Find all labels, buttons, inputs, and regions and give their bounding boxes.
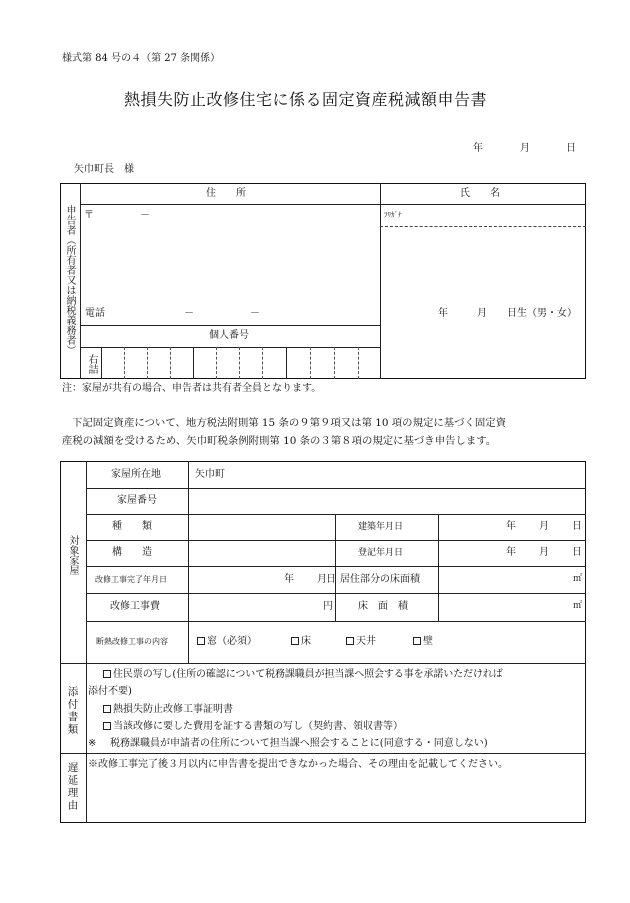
registered-day: 日 xyxy=(572,547,582,558)
attachment-item-1[interactable]: 住民票の写し(住所の確認について税務課職員が担当課へ照会する事を承諾いただければ xyxy=(103,670,503,680)
name-header: 氏 名 xyxy=(460,188,500,199)
registered-date-label: 登記年月日 xyxy=(358,548,404,558)
renovation-month: 月 xyxy=(317,574,327,585)
date-month: 月 xyxy=(520,143,530,154)
right-align-label: 右詰 xyxy=(86,354,97,374)
delay-instruction: ※改修工事完了後３月以内に申告書を提出できなかった場合、その理由を記載してください。 xyxy=(88,759,508,770)
attachment-item-2[interactable]: 熱損失防止改修工事証明書 xyxy=(103,705,233,715)
location-label: 家屋所在地 xyxy=(111,469,161,480)
insulation-option-wall[interactable]: 壁 xyxy=(413,637,433,647)
residence-area-unit: ㎡ xyxy=(573,574,583,584)
checkbox-icon xyxy=(346,637,354,645)
date-day: 日 xyxy=(566,143,576,154)
floor-area-label: 床 面 積 xyxy=(358,601,408,612)
applicant-side-label: 申告者（所有者又は納税義務者） xyxy=(64,205,75,355)
personal-number-header: 個人番号 xyxy=(209,330,249,341)
property-side-label: 対象家屋 xyxy=(67,535,78,575)
consent-mark: ※ xyxy=(88,738,97,749)
consent-text: 税務課職員が申請者の住所について担当課へ照会することに(同意する・同意しない) xyxy=(110,738,488,749)
declaration-line-1: 下記固定資産について、地方税法附則第 15 条の９第９項又は第 10 項の規定に基づく固定資 xyxy=(72,417,507,429)
furigana-label: ﾌﾘｶﾞﾅ xyxy=(384,211,402,219)
renovation-date-label: 改修工事完了年月日 xyxy=(95,575,167,584)
insulation-label: 断熱改修工事の内容 xyxy=(96,637,168,646)
built-date-label: 建築年月日 xyxy=(358,522,404,532)
attachment-item-3[interactable]: 当該改修に要した費用を証する書類の写し（契約書、領収書等） xyxy=(103,722,403,732)
form-number: 様式第 84 号の４（第 27 条関係） xyxy=(62,53,221,64)
phone-dash-2: － xyxy=(250,308,260,319)
phone-dash-1: － xyxy=(184,308,194,319)
note: 注：家屋が共有の場合、申告者は共有者全員となります。 xyxy=(62,383,322,394)
checkbox-icon xyxy=(103,722,111,730)
renovation-cost-unit: 円 xyxy=(323,601,333,612)
insulation-option-window[interactable]: 窓（必須） xyxy=(197,637,257,647)
registered-year: 年 xyxy=(506,547,516,558)
birth-day-gender: 日生（男・女） xyxy=(507,308,577,319)
renovation-cost-label: 改修工事費 xyxy=(110,601,160,612)
declaration-line-2: 産税の減額を受けるため、矢巾町税条例附則第 10 条の３第８項の規定に基づき申告します。 xyxy=(62,435,497,447)
residence-area-label: 居住部分の床面積 xyxy=(340,574,420,585)
location-value: 矢巾町 xyxy=(195,469,225,480)
address-header: 住 所 xyxy=(206,188,246,199)
registered-month: 月 xyxy=(539,547,549,558)
attachment-item-1-cont: 添付不要) xyxy=(88,686,132,697)
applicant-table xyxy=(60,183,586,379)
checkbox-icon xyxy=(291,637,299,645)
checkbox-icon xyxy=(197,637,205,645)
addressee: 矢巾町長 様 xyxy=(74,164,134,175)
floor-area-unit: ㎡ xyxy=(573,601,583,611)
page-title: 熱損失防止改修住宅に係る固定資産税減額申告書 xyxy=(124,90,488,109)
checkbox-icon xyxy=(103,705,111,713)
built-month: 月 xyxy=(539,521,549,532)
delay-side-label: 遅延理由 xyxy=(66,762,79,812)
renovation-year: 年 xyxy=(284,574,294,585)
checkbox-icon xyxy=(103,670,111,678)
renovation-day: 日 xyxy=(326,574,336,585)
postal-dash: － xyxy=(140,210,150,221)
built-year: 年 xyxy=(506,521,516,532)
structure-label: 構 造 xyxy=(112,547,152,558)
attachments-side-label: 添付書類 xyxy=(66,686,79,736)
phone-label: 電話 xyxy=(85,308,105,319)
checkbox-icon xyxy=(413,637,421,645)
date-year: 年 xyxy=(473,143,483,154)
insulation-option-ceiling[interactable]: 天井 xyxy=(346,637,376,647)
birth-month: 月 xyxy=(477,308,487,319)
postal-mark: 〒 xyxy=(84,210,94,221)
built-day: 日 xyxy=(572,521,582,532)
type-label: 種 類 xyxy=(112,521,152,532)
insulation-option-floor[interactable]: 床 xyxy=(291,637,311,647)
house-number-label: 家屋番号 xyxy=(117,495,157,506)
birth-year: 年 xyxy=(438,308,448,319)
